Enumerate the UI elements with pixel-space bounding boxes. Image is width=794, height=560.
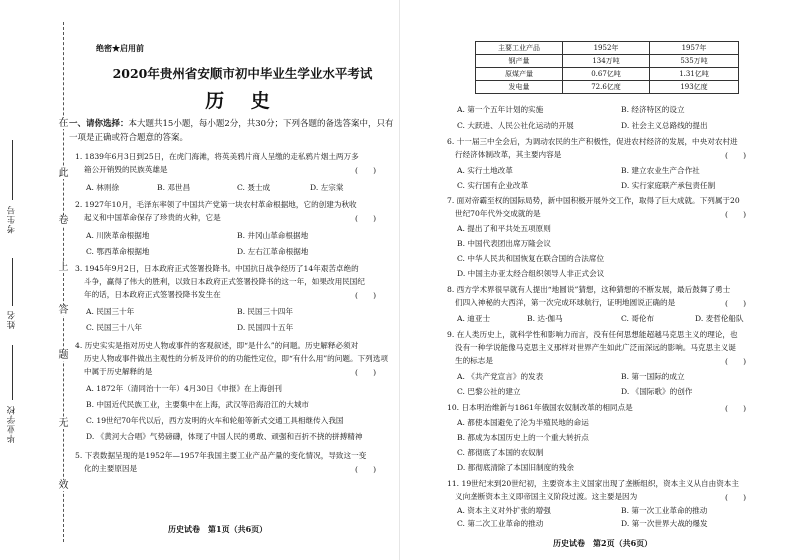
question-11-line1: 11. 19世纪末到20世纪初，主要资本主义国家出现了垄断组织，资本主义从自由资本主: [447, 479, 739, 488]
secret-mark: 绝密★启用前: [96, 43, 144, 53]
option: B. 第一国际的成立: [621, 372, 685, 381]
question-5-line1: 5. 下表数据呈现的是1952年—1957年我国主要工业产品产量的变化情况，导致这一变: [75, 451, 367, 460]
table-cell: 0.67亿吨: [563, 68, 650, 81]
option: D. 左宗棠: [310, 183, 344, 192]
table-cell: 发电量: [476, 81, 563, 94]
option: A. 第一个五年计划的实施: [457, 105, 544, 114]
table-row: [476, 55, 739, 68]
table-cell: 1952年: [563, 42, 650, 55]
binding-char: 题: [58, 350, 69, 361]
binding-char: 效: [58, 480, 69, 491]
question-1-line1: 1. 1839年6月3日到25日，在虎门海滩，将英美鸦片商人呈缴的走私鸦片烟土两万多: [75, 152, 359, 161]
option: C. 中华人民共和国恢复在联合国的合法席位: [457, 254, 605, 263]
question-6-line2: 行经济体制改革，其主要内容是: [455, 150, 562, 159]
table-row: [476, 81, 739, 94]
option: D. 第一次世界大战的爆发: [621, 519, 708, 528]
option: C. 聂士成: [237, 183, 271, 192]
table-cell: 193亿度: [650, 81, 739, 94]
question-4-line1: 4. 历史实实是指对历史人物或事件的客观叙述，即“是什么”的问题。历史解释必须对: [75, 341, 359, 350]
binding-char: 此: [58, 168, 69, 179]
binding-dashed-line: [63, 22, 64, 542]
answer-paren: ( ): [355, 214, 377, 223]
table-cell: 主要工业产品: [476, 42, 563, 55]
option: D. 《国际歌》的创作: [621, 387, 693, 396]
option: C. 民国三十八年: [86, 323, 142, 332]
question-9-line1: 9. 在人类历史上，就科学性和影响力而言，没有任何思想能超越马克思主义的理论，也: [447, 330, 738, 339]
option: D. 左右江革命根据地: [237, 247, 309, 256]
question-7-line1: 7. 面对帝霸至权的国际局势，新中国积极开展外交工作，取得了巨大成就。下列属于20: [447, 196, 740, 205]
page-footer: 历史试卷 第1页（共6页）: [168, 524, 268, 534]
table-cell: 1957年: [650, 42, 739, 55]
option: A. 林则徐: [86, 183, 120, 192]
option: B. 井冈山革命根据地: [237, 231, 309, 240]
option: D. 麦哲伦船队: [695, 314, 744, 323]
option: A. 民国三十年: [86, 307, 135, 316]
school-label: 毕业学校: [7, 405, 17, 443]
option: B. 民国三十四年: [237, 307, 293, 316]
answer-paren: ( ): [355, 368, 377, 377]
table-row: [476, 68, 739, 81]
option: D. 《黄河大合唱》气势磅礴，体现了中国人民的勇敢、顽强和百折不挠的拼搏精神: [86, 432, 363, 441]
question-5-line2: 化的主要原因是: [84, 464, 138, 473]
page-footer: 历史试卷 第2页（共6页）: [553, 538, 653, 548]
exam-page-2: [405, 0, 794, 560]
exam-title: 2020年贵州省安顺市初中毕业生学业水平考试: [112, 66, 373, 81]
section-text: 本大题共15小题，每小题2分，共30分；下列各题的备选答案中，只有一项是正确或符合题意的答案。: [69, 119, 394, 143]
answer-paren: ( ): [725, 493, 747, 502]
option: C. 巴黎公社的建立: [457, 387, 521, 396]
option: B. 邓世昌: [157, 183, 191, 192]
question-9-line3: 生的标志是: [455, 356, 493, 365]
option: B. 第一次工业革命的推动: [621, 506, 708, 515]
answer-paren: ( ): [355, 291, 377, 300]
option: D. 社会主义总路线的提出: [621, 121, 708, 130]
option: D. 民国四十五年: [237, 323, 294, 332]
option: C. 哥伦布: [621, 314, 655, 323]
table-cell: 72.6亿度: [563, 81, 650, 94]
option: A. 《共产党宣言》的发表: [457, 372, 544, 381]
answer-paren: ( ): [725, 210, 747, 219]
option: B. 建立农业生产合作社: [621, 166, 700, 175]
table-cell: 134万吨: [563, 55, 650, 68]
school-line: [12, 345, 13, 400]
question-2-line2: 起义和中国革命保存了珍贵的火种，它是: [84, 213, 221, 222]
option: B. 都成为本国历史上的一个重大转折点: [457, 433, 589, 442]
question-4-line2: 历史人物或事件做出主观性的分析及评价的的功能性定位，即“有什么用”的问题。下列选项: [84, 354, 388, 363]
binding-char: 在: [58, 118, 69, 129]
option: B. 达·伽马: [527, 314, 563, 323]
table-row: [476, 42, 739, 55]
option: A. 川陕革命根据地: [86, 231, 150, 240]
option: C. 19世纪70年代以后，西方发明的火车和轮船等新式交通工具相继传入我国: [86, 416, 344, 425]
subject-heading: 历 史: [205, 90, 280, 112]
option: C. 都彻底了本国的农奴制: [457, 448, 544, 457]
option: A. 提出了和平共处五项原则: [457, 224, 551, 233]
option: D. 中国主办亚太经合组织领导人非正式会议: [457, 269, 605, 278]
option: B. 中国代表团出席万隆会议: [457, 239, 551, 248]
option: A. 实行土地改革: [457, 166, 513, 175]
question-3-line2: 斗争，赢得了伟大的胜利，以致日本政府正式签署投降书的这一年，如果改用民国纪: [84, 277, 365, 286]
option: C. 实行国有企业改革: [457, 181, 529, 190]
question-9-line2: 没有一种学说能像马克思主义那样对世界产生如此广泛而深远的影响。马克思主义诞: [455, 343, 736, 352]
table-cell: 钢产量: [476, 55, 563, 68]
option: B. 中国近代民族工业，主要集中在上海，武汉等沿海沿江的大城市: [86, 400, 310, 409]
option: A. 1872年（清同治十一年）4月30日《申报》在上海创刊: [86, 384, 283, 393]
binding-char: 答: [58, 305, 69, 316]
option: C. 鄂西革命根据地: [86, 247, 150, 256]
answer-paren: ( ): [725, 404, 747, 413]
table-cell: 535万吨: [650, 55, 739, 68]
option: B. 经济特区的设立: [621, 105, 685, 114]
answer-paren: ( ): [725, 299, 747, 308]
table-cell: 1.31亿吨: [650, 68, 739, 81]
option: A. 都使本国避免了沦为半殖民地的命运: [457, 418, 589, 427]
question-7-line2: 世纪70年代外交成就的是: [455, 209, 541, 218]
student-number-label: 考生号: [7, 205, 17, 234]
question-1-line2: 箱公开销毁的民族英雄是: [84, 165, 168, 174]
option: A. 资本主义对外扩张的增强: [457, 506, 551, 515]
question-3-line1: 3. 1945年9月2日，日本政府正式签署投降书。中国抗日战争经历了14年艰苦卓绝的: [75, 264, 359, 273]
question-6-line1: 6. 十一届三中全会后，为调动农民的生产积极性，促进农村经济的发展，中央对农村进: [447, 137, 738, 146]
binding-char: 卷: [58, 215, 69, 226]
section-instructions: [69, 117, 395, 145]
question-3-line3: 年的话，日本政府正式签署投降书发生在: [84, 290, 221, 299]
option: D. 实行家庭联产承包责任制: [621, 181, 716, 190]
table-cell: 原煤产量: [476, 68, 563, 81]
student-number-line: [12, 140, 13, 200]
question-4-line3: 中属于历史解释的是: [84, 367, 153, 376]
option: A. 迪亚士: [457, 314, 491, 323]
page-fold: [399, 0, 400, 560]
question-11-line2: 义向垄断资本主义即帝国主义阶段过渡。这主要是因为: [455, 492, 638, 501]
production-table: [475, 41, 739, 94]
question-2-line1: 2. 1927年10月，毛泽东率领了中国共产党第一块农村革命根据地，它的创建为秋收: [75, 200, 357, 209]
answer-paren: ( ): [355, 166, 377, 175]
question-8-line2: 们四入神秘的大西洋，第一次完成环球航行，证明地圆说正确的是: [455, 298, 676, 307]
answer-paren: ( ): [725, 357, 747, 366]
question-8-line1: 8. 西方学术界很早就有人提出“地圆说”猜想，这种猜想的不断发展，最后鼓舞了勇士: [447, 285, 731, 294]
name-label: 姓名: [7, 310, 17, 329]
section-head: 一、请你选择：: [69, 119, 129, 129]
binding-char: 上: [58, 262, 69, 273]
answer-paren: ( ): [355, 465, 377, 474]
question-10-line1: 10. 日本明治维新与1861年俄国农奴制改革的相同点是: [447, 403, 633, 412]
option: D. 都彻底清除了本国旧制度的残余: [457, 463, 574, 472]
option: C. 第二次工业革命的推动: [457, 519, 544, 528]
answer-paren: ( ): [725, 151, 747, 160]
name-line: [12, 258, 13, 306]
option: C. 大跃进、人民公社化运动的开展: [457, 121, 574, 130]
binding-char: 无: [58, 418, 69, 429]
